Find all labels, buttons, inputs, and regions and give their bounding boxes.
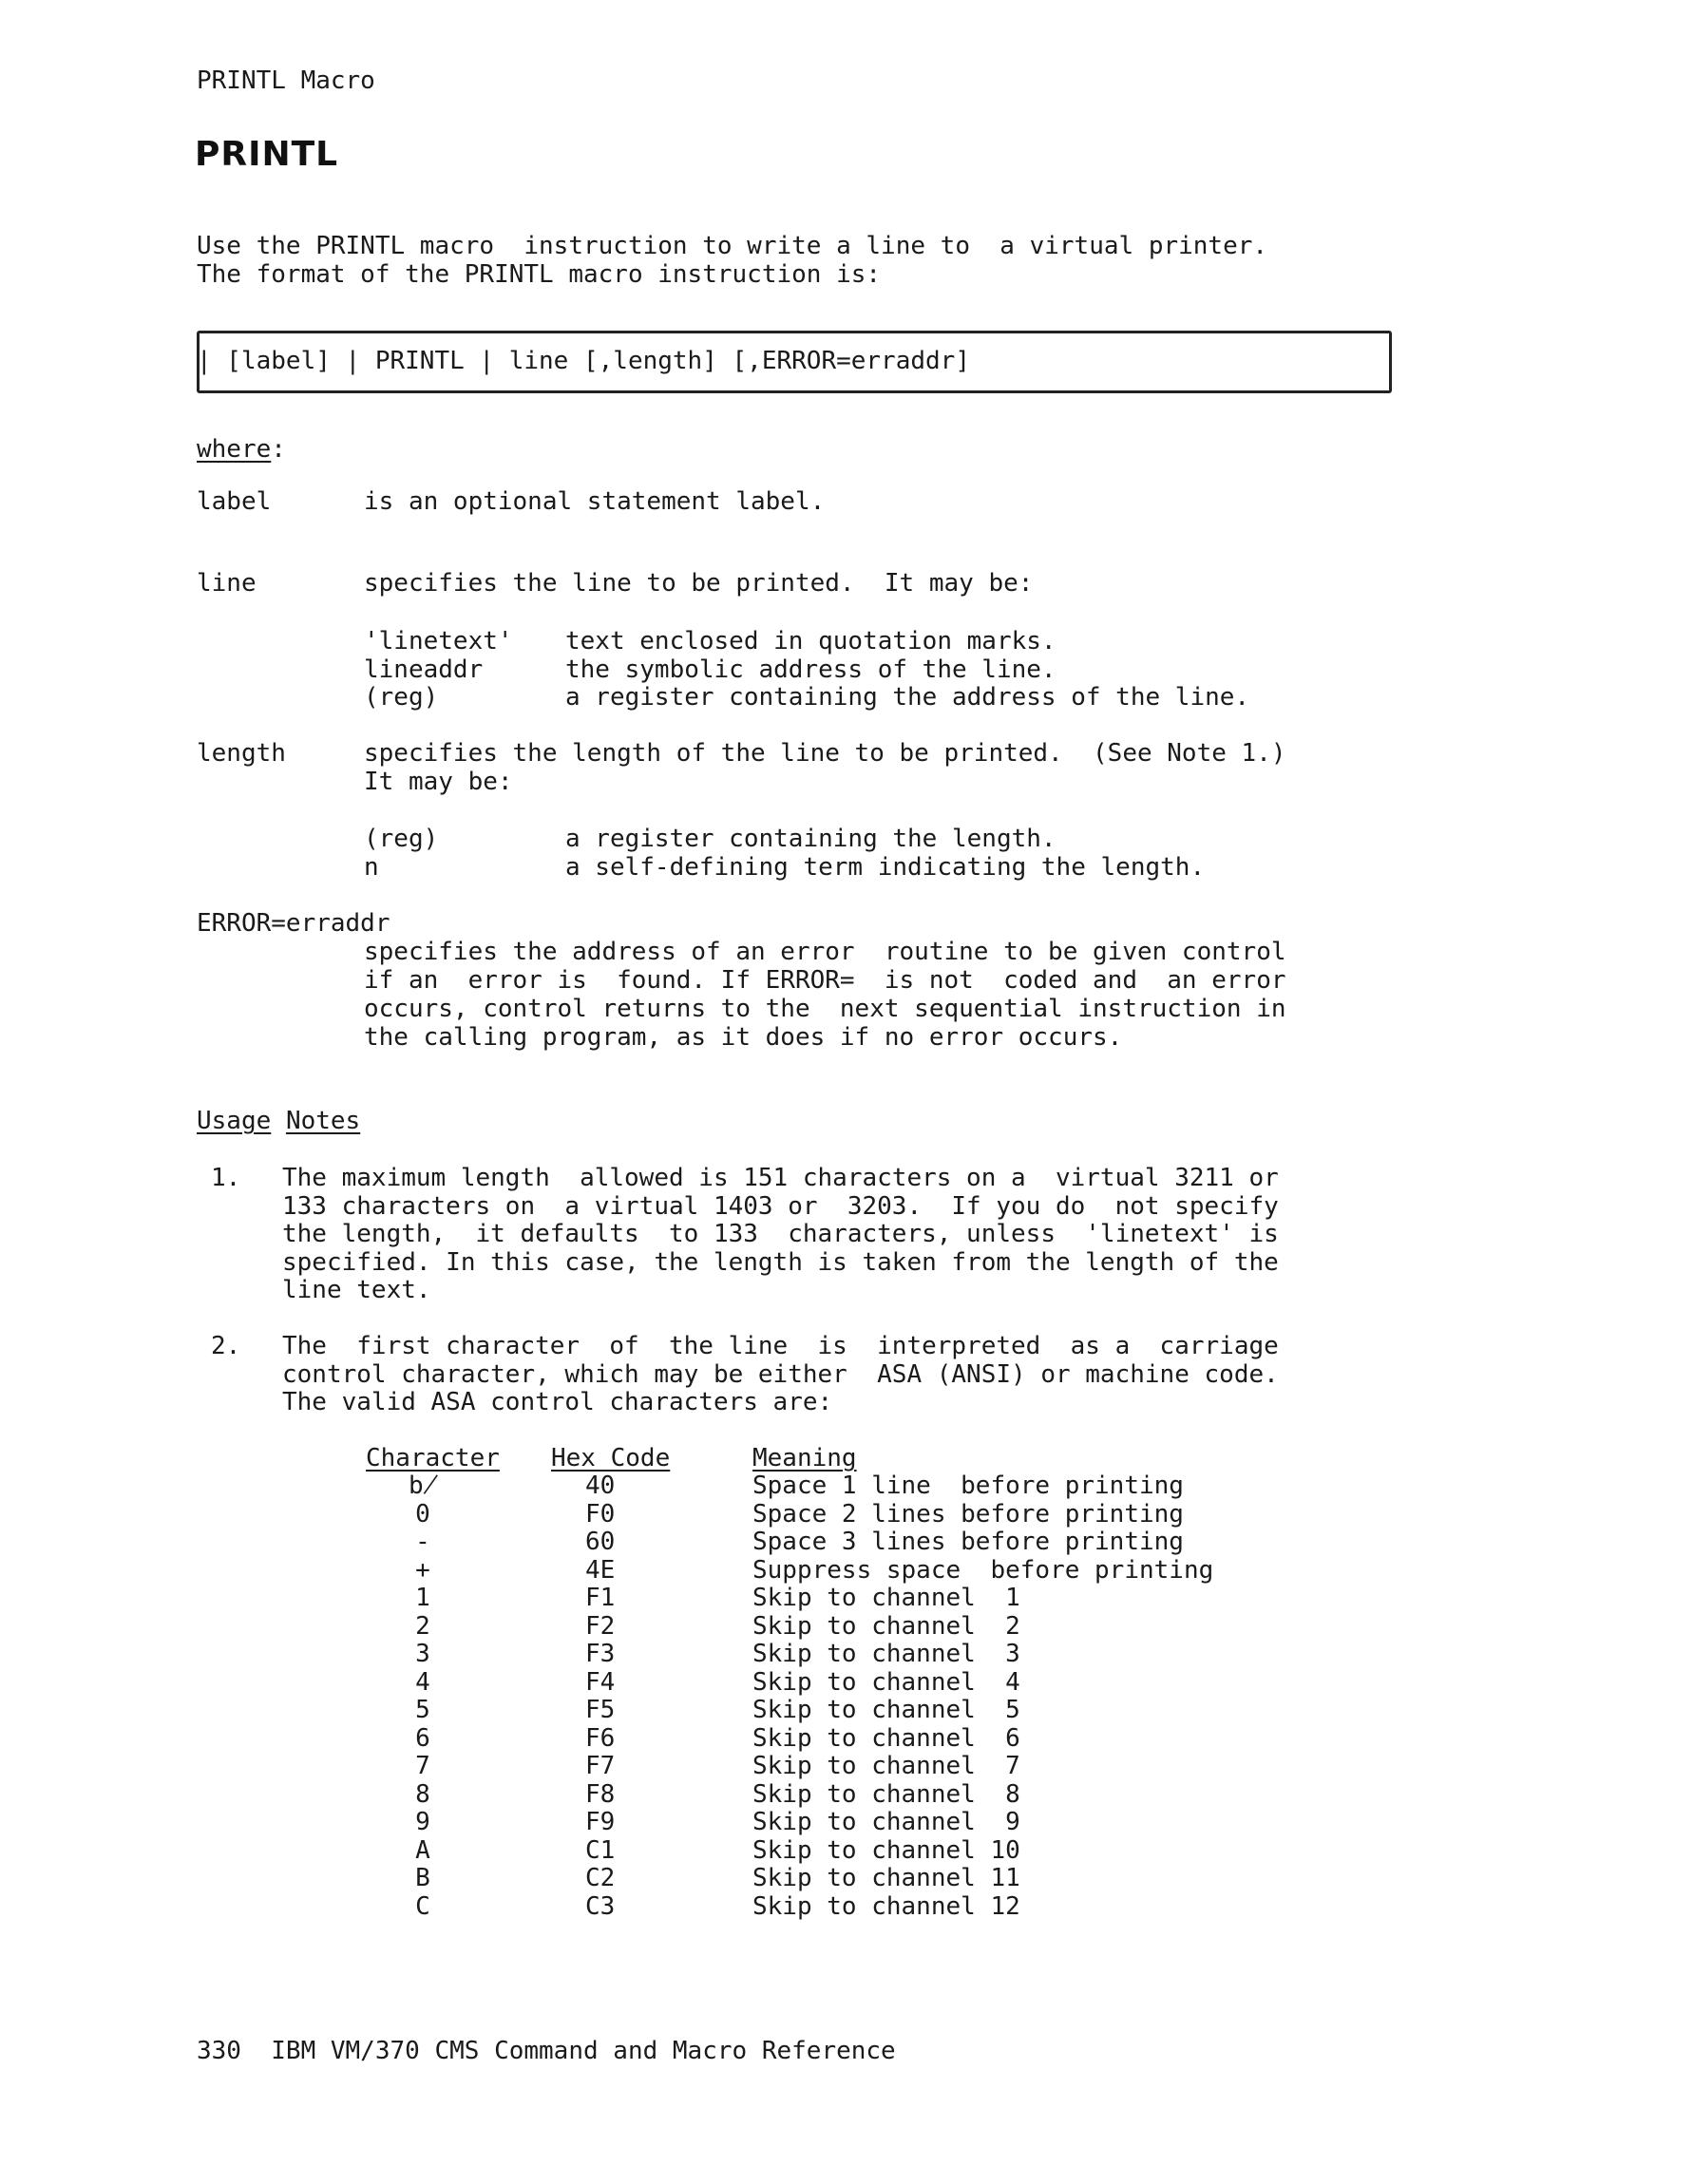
line-option-term: 'linetext' bbox=[364, 627, 513, 655]
table-cell-character: 3 bbox=[415, 1640, 430, 1668]
table-cell-hex: F9 bbox=[585, 1808, 616, 1836]
note-line: line text. bbox=[282, 1276, 431, 1304]
table-cell-character: 7 bbox=[415, 1752, 430, 1780]
note-number: 2. bbox=[211, 1332, 241, 1360]
table-cell-meaning: Skip to channel 12 bbox=[752, 1892, 1020, 1921]
note-line: control character, which may be either ASA (ANSI) or machine code. bbox=[282, 1360, 1279, 1389]
table-cell-meaning: Space 1 line before printing bbox=[752, 1472, 1184, 1500]
table-cell-character: C bbox=[415, 1892, 430, 1921]
running-header: PRINTL Macro bbox=[197, 66, 375, 95]
table-cell-hex: F5 bbox=[585, 1696, 616, 1724]
line-option-desc: text enclosed in quotation marks. bbox=[565, 627, 1056, 655]
table-cell-character: + bbox=[415, 1556, 430, 1585]
table-cell-character: 9 bbox=[415, 1808, 430, 1836]
usage-notes-word-2: Notes bbox=[285, 1107, 361, 1135]
table-cell-meaning: Suppress space before printing bbox=[752, 1556, 1214, 1585]
where-heading bbox=[197, 435, 286, 464]
where-colon: : bbox=[271, 435, 286, 464]
intro-line-1: Use the PRINTL macro instruction to write a line to a virtual printer. bbox=[197, 232, 1268, 260]
param-error-desc: specifies the address of an error routine to be given control bbox=[364, 938, 1286, 966]
table-cell-hex: C2 bbox=[585, 1864, 616, 1892]
note-line: 133 characters on a virtual 1403 or 3203. If you do not specify bbox=[282, 1192, 1279, 1221]
syntax-format: | [label] | PRINTL | line [,length] [,ERROR=erraddr] bbox=[197, 347, 970, 375]
usage-notes-word-1: Usage bbox=[197, 1107, 272, 1135]
table-cell-character: 1 bbox=[415, 1584, 430, 1612]
param-error-desc: if an error is found. If ERROR= is not coded and an error bbox=[364, 966, 1286, 995]
table-cell-character: - bbox=[415, 1528, 430, 1556]
table-cell-hex: 4E bbox=[585, 1556, 616, 1585]
table-cell-hex: 40 bbox=[585, 1472, 616, 1500]
param-length-desc: specifies the length of the line to be printed. (See Note 1.) bbox=[364, 739, 1286, 768]
page-title: PRINTL bbox=[195, 135, 339, 174]
param-error-desc: the calling program, as it does if no error occurs. bbox=[364, 1023, 1123, 1052]
table-cell-meaning: Skip to channel 4 bbox=[752, 1668, 1020, 1697]
param-label-desc: is an optional statement label. bbox=[364, 487, 826, 516]
table-cell-meaning: Skip to channel 5 bbox=[752, 1696, 1020, 1724]
table-header-meaning: Meaning bbox=[752, 1444, 857, 1472]
param-label-term: label bbox=[197, 487, 272, 516]
line-option-desc: a register containing the address of the line. bbox=[565, 683, 1250, 712]
table-cell-hex: F8 bbox=[585, 1780, 616, 1809]
table-cell-character: 2 bbox=[415, 1612, 430, 1641]
table-cell-meaning: Skip to channel 11 bbox=[752, 1864, 1020, 1892]
table-cell-meaning: Skip to channel 1 bbox=[752, 1584, 1020, 1612]
table-cell-hex: F0 bbox=[585, 1500, 616, 1529]
table-cell-hex: 60 bbox=[585, 1528, 616, 1556]
table-cell-character: B bbox=[415, 1864, 430, 1892]
table-cell-character: b̸ bbox=[409, 1472, 439, 1500]
table-cell-meaning: Skip to channel 6 bbox=[752, 1724, 1020, 1753]
table-cell-meaning: Skip to channel 7 bbox=[752, 1752, 1020, 1780]
line-option-term: (reg) bbox=[364, 683, 439, 712]
table-cell-character: 6 bbox=[415, 1724, 430, 1753]
param-error-term: ERROR=erraddr bbox=[197, 909, 390, 938]
table-cell-hex: F3 bbox=[585, 1640, 616, 1668]
note-line: the length, it defaults to 133 characters, unless 'linetext' is bbox=[282, 1220, 1279, 1248]
page-footer: 330 IBM VM/370 CMS Command and Macro Reference bbox=[197, 2037, 896, 2065]
table-cell-hex: C3 bbox=[585, 1892, 616, 1921]
length-option-term: n bbox=[364, 853, 379, 882]
table-cell-hex: F1 bbox=[585, 1584, 616, 1612]
param-line-desc: specifies the line to be printed. It may be: bbox=[364, 569, 1034, 598]
table-cell-hex: F2 bbox=[585, 1612, 616, 1641]
table-cell-hex: F4 bbox=[585, 1668, 616, 1697]
note-line: The first character of the line is interpreted as a carriage bbox=[282, 1332, 1279, 1360]
line-option-term: lineaddr bbox=[364, 655, 484, 684]
table-cell-character: 5 bbox=[415, 1696, 430, 1724]
table-cell-hex: F7 bbox=[585, 1752, 616, 1780]
table-cell-meaning: Skip to channel 3 bbox=[752, 1640, 1020, 1668]
usage-notes-heading bbox=[197, 1107, 360, 1135]
param-length-desc: It may be: bbox=[364, 768, 513, 796]
line-option-desc: the symbolic address of the line. bbox=[565, 655, 1056, 684]
table-cell-character: A bbox=[415, 1836, 430, 1865]
table-cell-meaning: Skip to channel 10 bbox=[752, 1836, 1020, 1865]
param-error-desc: occurs, control returns to the next sequential instruction in bbox=[364, 995, 1286, 1023]
table-header-hex-code: Hex Code bbox=[551, 1444, 671, 1472]
table-cell-character: 0 bbox=[415, 1500, 430, 1529]
length-option-term: (reg) bbox=[364, 825, 439, 853]
length-option-desc: a register containing the length. bbox=[565, 825, 1056, 853]
table-cell-meaning: Skip to channel 8 bbox=[752, 1780, 1020, 1809]
table-cell-character: 8 bbox=[415, 1780, 430, 1809]
table-cell-hex: C1 bbox=[585, 1836, 616, 1865]
table-cell-meaning: Skip to channel 2 bbox=[752, 1612, 1020, 1641]
table-cell-character: 4 bbox=[415, 1668, 430, 1697]
note-line: The valid ASA control characters are: bbox=[282, 1388, 833, 1416]
table-cell-meaning: Skip to channel 9 bbox=[752, 1808, 1020, 1836]
param-line-term: line bbox=[197, 569, 257, 598]
table-cell-meaning: Space 3 lines before printing bbox=[752, 1528, 1184, 1556]
table-header-character: Character bbox=[366, 1444, 500, 1472]
note-line: The maximum length allowed is 151 characters on a virtual 3211 or bbox=[282, 1164, 1279, 1192]
length-option-desc: a self-defining term indicating the length. bbox=[565, 853, 1206, 882]
note-line: specified. In this case, the length is taken from the length of the bbox=[282, 1248, 1279, 1277]
where-label: where bbox=[197, 435, 272, 464]
table-cell-hex: F6 bbox=[585, 1724, 616, 1753]
note-number: 1. bbox=[211, 1164, 241, 1192]
intro-line-2: The format of the PRINTL macro instruction is: bbox=[197, 260, 882, 289]
param-length-term: length bbox=[197, 739, 286, 768]
table-cell-meaning: Space 2 lines before printing bbox=[752, 1500, 1184, 1529]
